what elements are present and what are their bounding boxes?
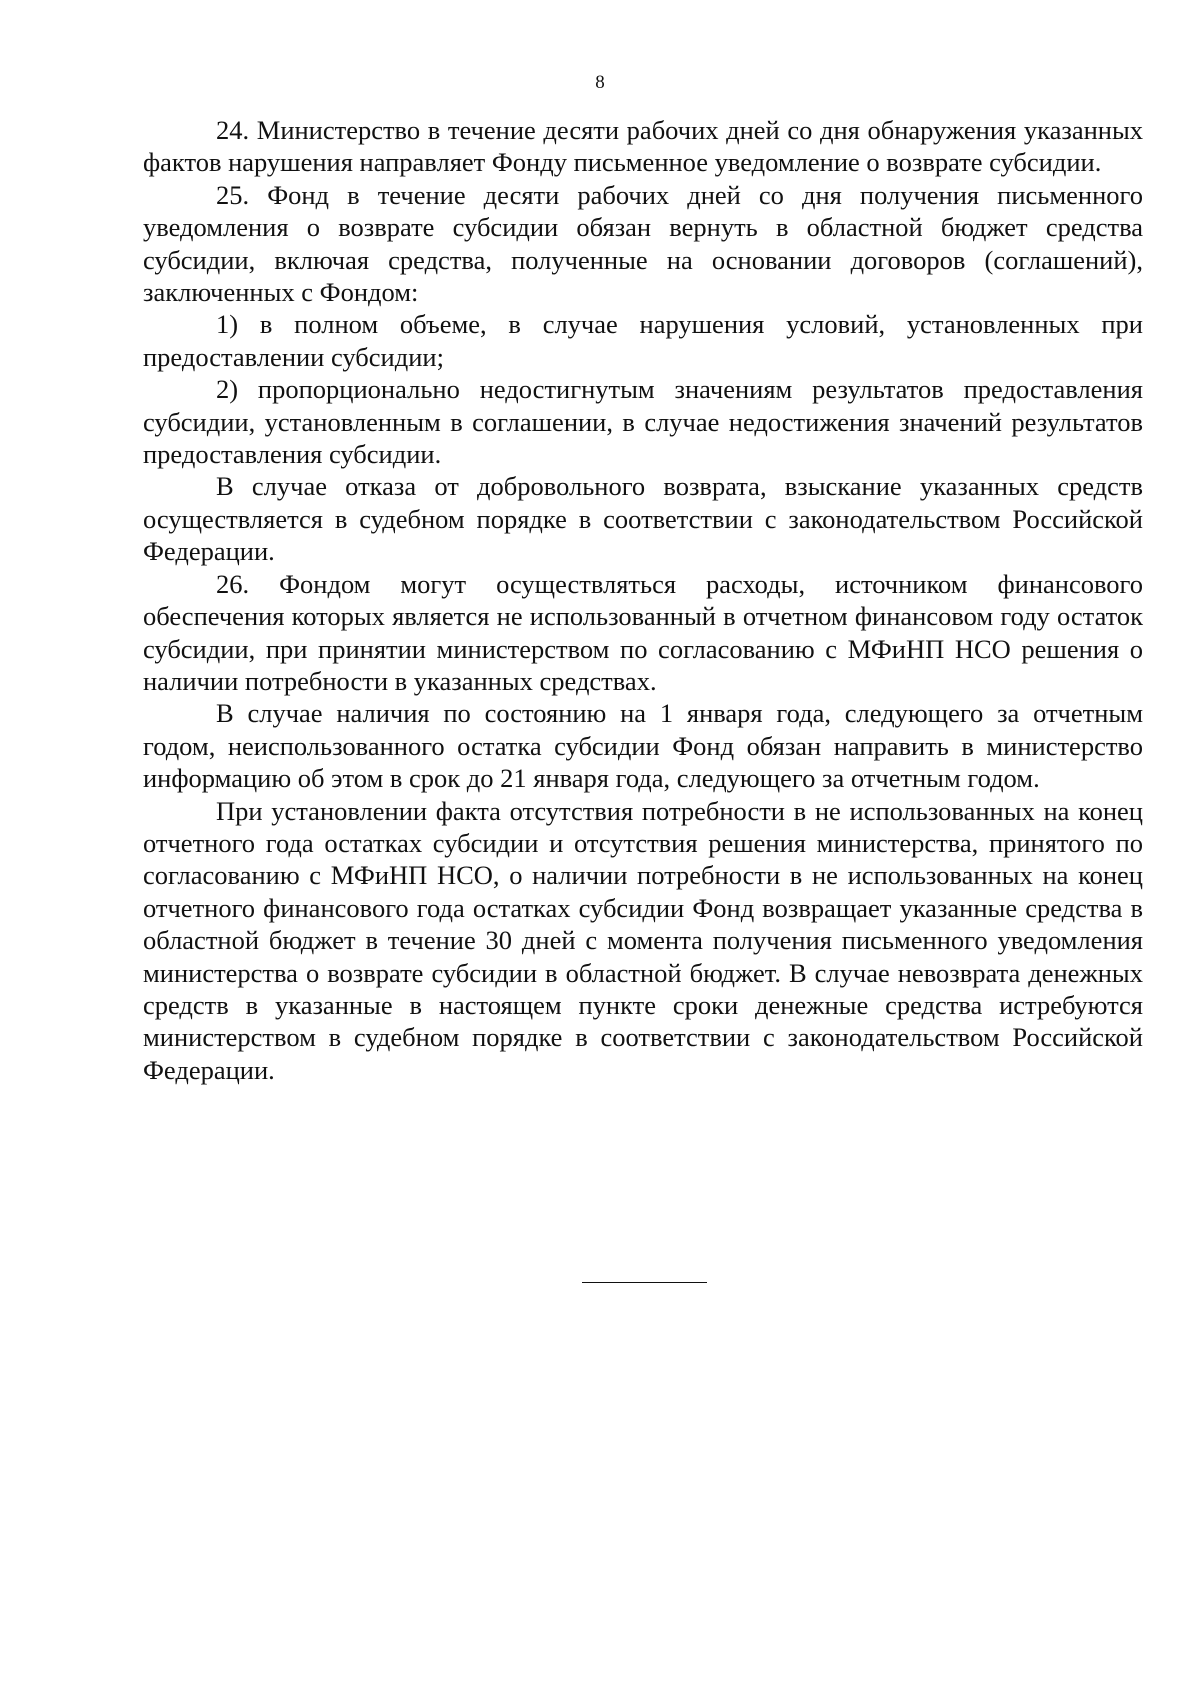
- paragraph-26: 26. Фондом могут осуществляться расходы, источником финансового обеспечения которых является не использованный в отчетном финансовом году остаток субсидии, при принятии министерством по согласованию с МФиНП НСО решения о наличии потребности в указанных средствах.: [143, 568, 1143, 696]
- document-body: [143, 114, 1143, 1086]
- page-number: 8: [595, 72, 605, 93]
- paragraph-24: 24. Министерство в течение десяти рабочих дней со дня обнаружения указанных фактов нарушения направляет Фонду письменное уведомление о возврате субсидии.: [143, 115, 1143, 178]
- paragraph-refusal: В случае отказа от добровольного возврата, взыскание указанных средств осуществляется в судебном порядке в соответствии с законодательством Российской Федерации.: [143, 471, 1143, 567]
- paragraph-remainder-notice: В случае наличия по состоянию на 1 января года, следующего за отчетным годом, неиспользованного остатка субсидии Фонд обязан направить в министерство информацию об этом в срок до 21 января года, следующего за отчетным годом.: [143, 698, 1143, 794]
- end-separator-line: [582, 1282, 707, 1283]
- list-item-2: 2) пропорционально недостигнутым значениям результатов предоставления субсидии, установленным в соглашении, в случае недостижения значений результатов предоставления субсидии.: [143, 374, 1143, 470]
- list-item-1: 1) в полном объеме, в случае нарушения условий, установленных при предоставлении субсидии;: [143, 309, 1143, 372]
- paragraph-no-need-return: При установлении факта отсутствия потребности в не использованных на конец отчетного года остатках субсидии и отсутствия решения министерства, принятого по согласованию с МФиНП НСО, о наличии потребности в не использованных на конец отчетного финансового года остатках субсидии Фонд возвращает указанные средства в областной бюджет в течение 30 дней с момента получения письменного уведомления министерства о возврате субсидии в областной бюджет. В случае невозврата денежных средств в указанные в настоящем пункте сроки денежные средства истребуются министерством в судебном порядке в соответствии с законодательством Российской Федерации.: [143, 795, 1143, 1085]
- paragraph-25: 25. Фонд в течение десяти рабочих дней со дня получения письменного уведомления о возврате субсидии обязан вернуть в областной бюджет средства субсидии, включая средства, полученные на основании договоров (соглашений), заключенных с Фондом:: [143, 179, 1143, 308]
